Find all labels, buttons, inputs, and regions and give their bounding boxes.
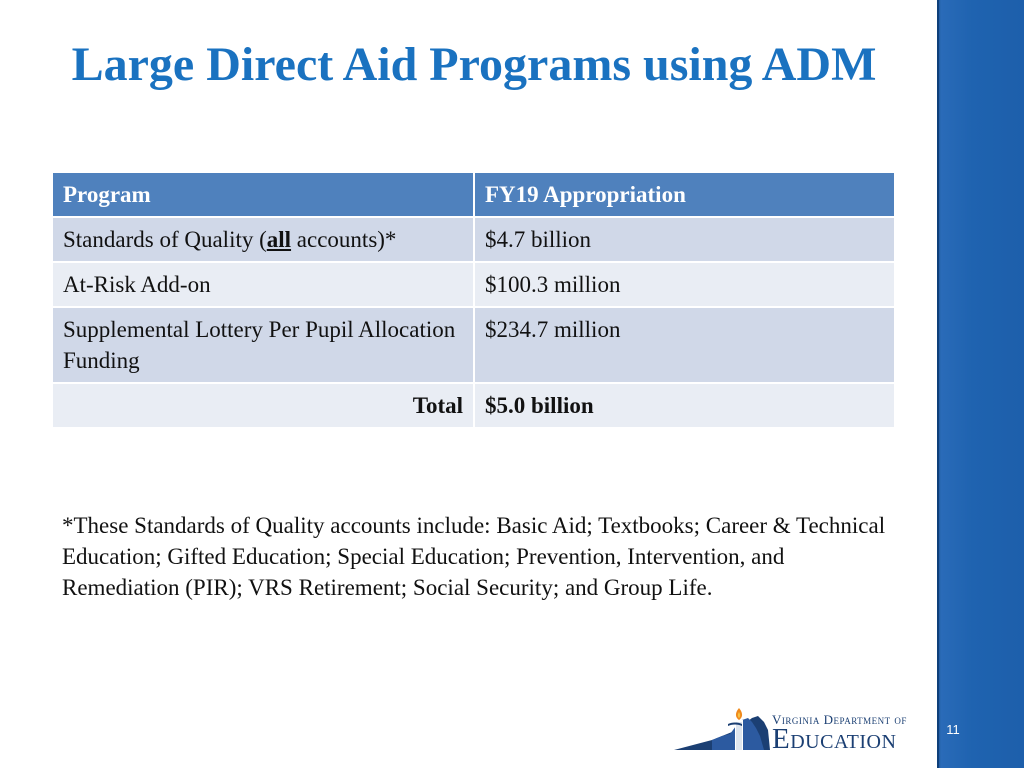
program-text: Standards of Quality (: [63, 227, 267, 252]
table-header-row: [52, 172, 895, 217]
program-text: accounts)*: [291, 227, 397, 252]
footnote: *These Standards of Quality accounts include: Basic Aid; Textbooks; Career & Technical Education; Gifted Education; Special Education; Prevention, Intervention, and Remediation (PIR); VRS Retirement; Social Security; and Group Life.: [62, 513, 886, 600]
page-number: 11: [946, 722, 960, 737]
table-row: [52, 217, 895, 262]
program-cell: [52, 217, 474, 262]
table-row: [52, 307, 895, 383]
table-row: [52, 262, 895, 307]
total-row: [52, 383, 895, 428]
total-label: Total: [52, 383, 474, 428]
program-cell: At-Risk Add-on: [52, 262, 474, 307]
total-value: $5.0 billion: [474, 383, 895, 428]
appropriation-cell: $234.7 million: [474, 307, 895, 383]
header-program: Program: [52, 172, 474, 217]
appropriation-cell: $4.7 billion: [474, 217, 895, 262]
program-cell: Supplemental Lottery Per Pupil Allocation Funding: [52, 307, 474, 383]
slide-title: Large Direct Aid Programs using ADM: [71, 38, 877, 91]
logo-line-2: Education: [772, 723, 897, 755]
program-emphasis: all: [266, 227, 292, 252]
virginia-state-torch-icon: [672, 706, 772, 754]
logo-line-1: Virginia Department of: [772, 712, 907, 727]
appropriation-cell: $100.3 million: [474, 262, 895, 307]
vdoe-logo: [672, 706, 930, 754]
appropriations-table: [51, 171, 896, 429]
side-accent-bar: [937, 0, 1024, 768]
header-appropriation: FY19 Appropriation: [474, 172, 895, 217]
